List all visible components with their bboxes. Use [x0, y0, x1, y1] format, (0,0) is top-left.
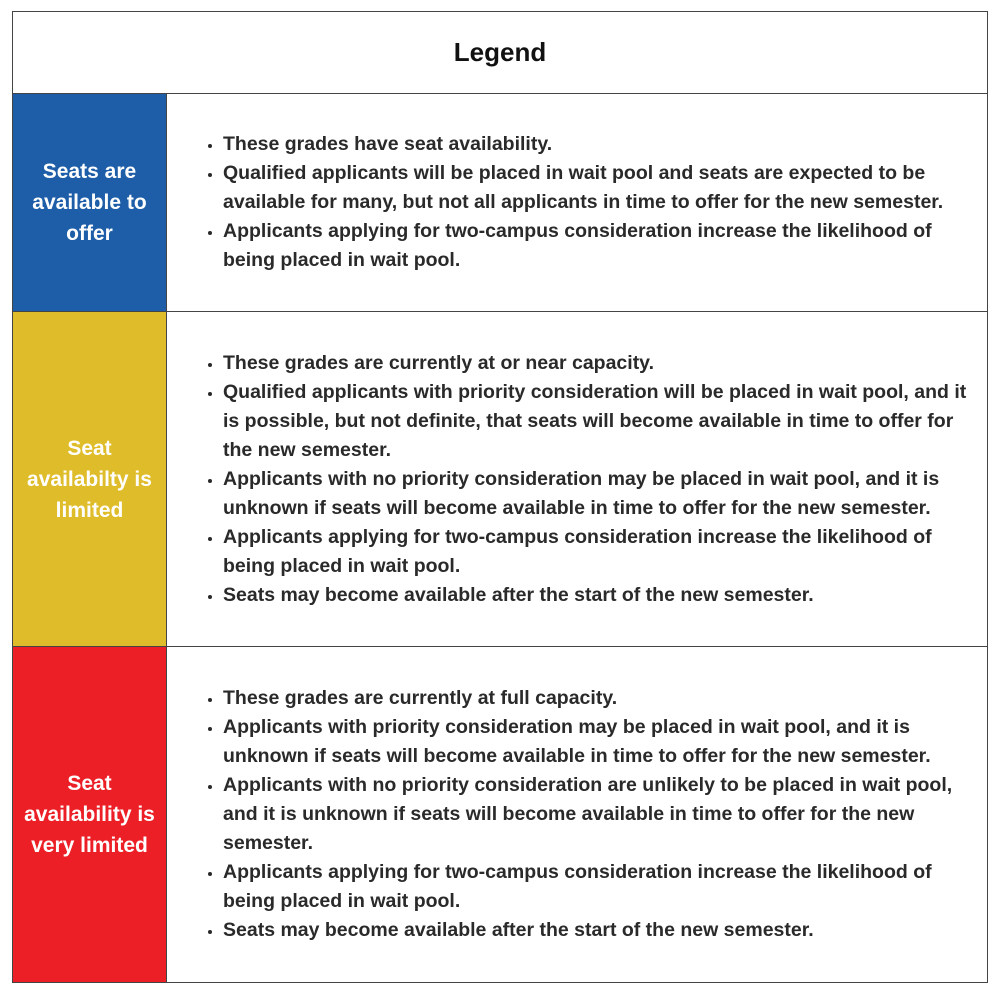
list-item: • Qualified applicants with priority consideration will be placed in wait pool, and it is possible, but not definite, that seats will become available in time to offer for the new semester. — [223, 378, 969, 465]
legend-label-limited — [13, 312, 167, 646]
list-item: • Seats may become available after the start of the new semester. — [223, 916, 969, 945]
legend-label-available — [13, 94, 167, 311]
bullet-list — [203, 684, 969, 945]
list-item: • Seats may become available after the start of the new semester. — [223, 581, 969, 610]
legend-table — [12, 11, 988, 983]
list-item: • Applicants with priority consideration may be placed in wait pool, and it is unknown if seats will become available in time to offer for the new semester. — [223, 713, 969, 771]
list-item: • Applicants applying for two-campus consideration increase the likelihood of being placed in wait pool. — [223, 523, 969, 581]
legend-label-very-limited — [13, 647, 167, 982]
list-item: • These grades are currently at or near capacity. — [223, 349, 969, 378]
list-item: • Applicants applying for two-campus consideration increase the likelihood of being placed in wait pool. — [223, 858, 969, 916]
legend-description-very-limited — [167, 647, 987, 982]
legend-label-text: Seats are available to offer — [32, 160, 147, 245]
list-item: • These grades have seat availability. — [223, 130, 969, 159]
bullet-list — [203, 349, 969, 610]
legend-label-text: Seat availability is very limited — [24, 772, 155, 857]
legend-title: Legend — [13, 12, 987, 94]
list-item: • Applicants with no priority consideration may be placed in wait pool, and it is unknown if seats will become available in time to offer for the new semester. — [223, 465, 969, 523]
list-item: • Applicants applying for two-campus consideration increase the likelihood of being placed in wait pool. — [223, 217, 969, 275]
legend-description-limited — [167, 312, 987, 646]
list-item: • These grades are currently at full capacity. — [223, 684, 969, 713]
list-item: • Applicants with no priority consideration are unlikely to be placed in wait pool, and it is unknown if seats will become available in time to offer for the new semester. — [223, 771, 969, 858]
list-item: • Qualified applicants will be placed in wait pool and seats are expected to be available for many, but not all applicants in time to offer for the new semester. — [223, 159, 969, 217]
legend-row-limited — [13, 312, 987, 647]
legend-description-available — [167, 94, 987, 311]
legend-row-very-limited — [13, 647, 987, 982]
legend-row-available — [13, 94, 987, 312]
bullet-list — [203, 130, 969, 275]
legend-label-text: Seat availabilty is limited — [27, 436, 152, 522]
